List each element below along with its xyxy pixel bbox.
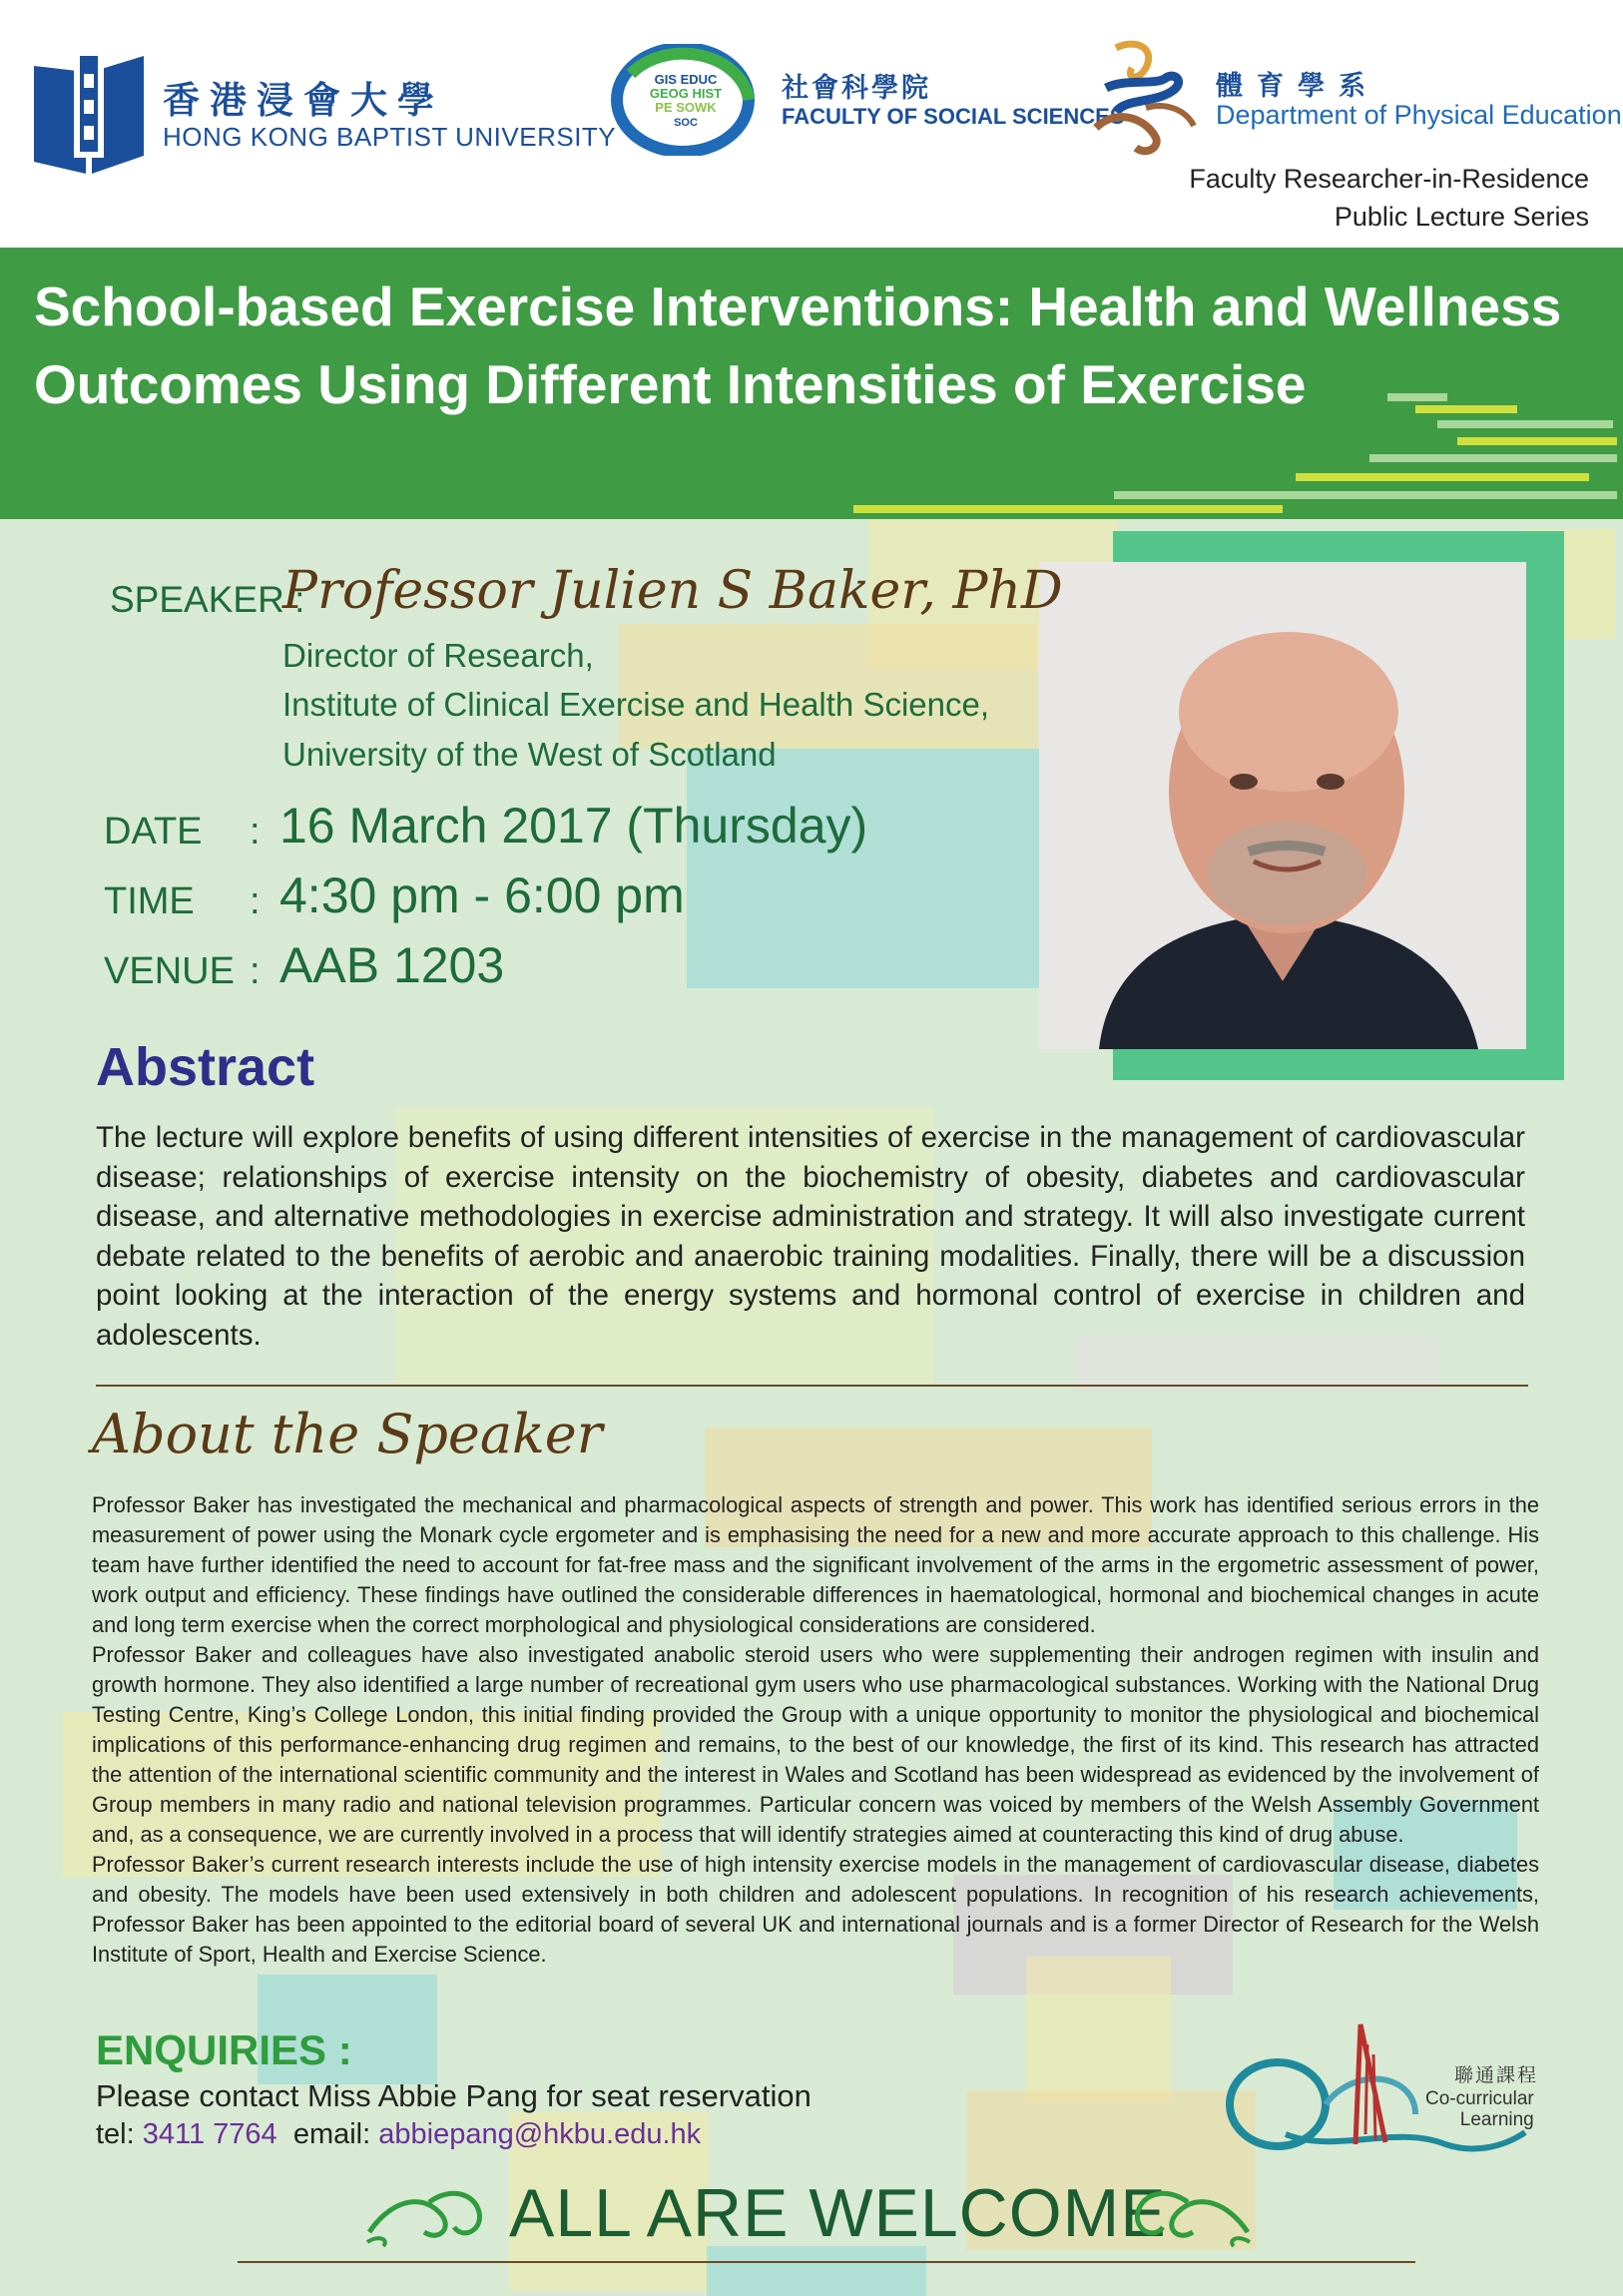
title-line-1: School-based Exercise Interventions: Health and Wellness <box>34 276 1562 337</box>
about-paragraph: Professor Baker’s current research interests include the use of high intensity exercise models in the management of cardiovascular disease, diabetes and obesity. The models have been used extensively in both children and adolescent populations. In recognition of his research achievements, Professor Baker has been appointed to the editorial board of several UK and international journals and is a former Director of Research for the Welsh Institute of Sport, Health and Exercise Science. <box>92 1852 1539 1967</box>
banner-stripe <box>1114 491 1617 499</box>
venue-label: VENUE <box>104 950 235 992</box>
series-line-1: Faculty Researcher-in-Residence <box>1189 164 1589 194</box>
speaker-affiliation-line: University of the West of Scotland <box>282 736 777 773</box>
department-name-cn: 體育學系 <box>1216 71 1379 102</box>
section-divider <box>96 1385 1528 1387</box>
banner-stripe <box>1457 437 1617 445</box>
time-colon: : <box>250 880 261 922</box>
flourish-left-icon <box>359 2182 489 2250</box>
date-label: DATE <box>104 811 203 853</box>
university-name-en: HONG KONG BAPTIST UNIVERSITY <box>163 122 617 152</box>
banner-stripe <box>1296 473 1589 481</box>
speaker-photo <box>1039 562 1526 1049</box>
enquiries-text: Please contact Miss Abbie Pang for seat reservation <box>96 2078 812 2113</box>
about-text <box>92 1490 1539 1970</box>
decor-square <box>707 2246 926 2296</box>
series-line-2: Public Lecture Series <box>1334 202 1589 232</box>
venue-value: AAB 1203 <box>279 937 505 993</box>
banner-stripe <box>1387 393 1447 401</box>
enquiries-heading: ENQUIRIES : <box>96 2026 352 2073</box>
physical-education-logo-icon <box>1086 38 1204 163</box>
flourish-right-icon <box>1128 2182 1258 2250</box>
tel-label: tel: <box>96 2118 135 2150</box>
svg-text:GEOG HIST: GEOG HIST <box>649 86 723 101</box>
time-value: 4:30 pm - 6:00 pm <box>279 867 685 923</box>
hkbu-logo-icon <box>30 44 148 174</box>
decor-square <box>687 749 1041 988</box>
about-paragraph: Professor Baker and colleagues have also investigated anabolic steroid users who were supplementing their androgen regimen with insulin and growth hormone. They also identified a large number of recreational gym users who use pharmacological substances. Working with the National Drug Testing Centre, King’s College London, this initial finding provided the Group with a unique opportunity to monitor the physiological and biochemical implications of this performance-enhancing drug regimen and remains, to the best of our knowledge, the first of its kind. This research has attracted the attention of the international scientific community and the interest in Wales and Scotland has been widespread as evidenced by the involvement of Group members in many radio and national television programmes. Particular concern was voiced by members of the Welsh Assembly Government and, as a consequence, we are currently involved in a process that will identify strategies aimed at counteracting this kind of drug abuse. <box>92 1642 1539 1847</box>
footer-divider <box>238 2261 1415 2263</box>
ccl-name-en <box>1425 2088 1534 2130</box>
ccl-line-1: Co-curricular <box>1425 2088 1534 2109</box>
email-label: email: <box>292 2118 371 2150</box>
enquiries-contact <box>96 2118 701 2151</box>
date-colon: : <box>250 811 261 853</box>
tel-number[interactable]: 3411 7764 <box>142 2118 277 2150</box>
abstract-text: The lecture will explore benefits of using different intensities of exercise in the management of cardiovascular disease; relationships of exercise intensity on the biochemistry of obesity, diabetes and cardiovascular disease, and alternative methodologies in exercise administration and strategy. It will also investigate current debate related to the benefits of aerobic and anaerobic training modalities. Finally, there will be a discussion point looking at the interaction of the energy systems and hormonal control of exercise in children and adolescents. <box>96 1121 1525 1352</box>
svg-text:SOC: SOC <box>674 117 698 129</box>
university-name-cn: 香港浸會大學 <box>163 79 444 122</box>
about-paragraph: Professor Baker has investigated the mechanical and pharmacological aspects of strength and power. This work has identified serious errors in the measurement of power using the Monark cycle ergometer and is emphasising the need for a new and more accurate approach to this challenge. His team have further identified the need to account for fat-free mass and the significant involvement of the arms in the ergometric assessment of power, work output and efficiency. These findings have outlined the considerable differences in haematological, hormonal and biochemical changes in acute and long term exercise when the correct morphological and physiological considerations are considered. <box>92 1492 1539 1637</box>
svg-text:PE SOWK: PE SOWK <box>655 100 717 115</box>
department-name-en: Department of Physical Education <box>1216 100 1622 130</box>
faculty-name-cn: 社會科學院 <box>782 73 931 104</box>
lecture-title <box>34 268 1611 423</box>
speaker-affiliation-line: Director of Research, <box>282 637 594 674</box>
banner-stripe <box>853 505 1283 513</box>
speaker-label: SPEAKER : <box>110 579 305 620</box>
all-welcome-text: ALL ARE WELCOME <box>509 2175 1167 2251</box>
speaker-affiliation-line: Institute of Clinical Exercise and Health Science, <box>282 686 990 723</box>
speaker-name: Professor Julien S Baker, PhD <box>282 561 1063 621</box>
social-sciences-logo-icon <box>611 44 766 156</box>
speaker-portrait-icon <box>1039 562 1526 1049</box>
banner-stripe <box>1437 420 1613 428</box>
venue-colon: : <box>250 950 261 992</box>
banner-stripe <box>1369 454 1617 462</box>
date-value: 16 March 2017 (Thursday) <box>279 798 868 854</box>
faculty-name-en: FACULTY OF SOCIAL SCIENCES <box>782 104 1125 129</box>
time-label: TIME <box>104 880 195 922</box>
title-line-2: Outcomes Using Different Intensities of Exercise <box>34 353 1307 415</box>
abstract-heading: Abstract <box>96 1037 315 1097</box>
decor-square <box>1026 1957 1171 2101</box>
about-heading: About the Speaker <box>92 1403 603 1465</box>
banner-stripe <box>1415 405 1517 413</box>
email-link[interactable]: abbiepang@hkbu.edu.hk <box>378 2118 702 2150</box>
lecture-series <box>1189 160 1589 236</box>
ccl-name-cn: 聯通課程 <box>1454 2064 1539 2086</box>
ccl-line-2: Learning <box>1459 2109 1534 2130</box>
svg-text:GIS EDUC: GIS EDUC <box>654 72 718 87</box>
